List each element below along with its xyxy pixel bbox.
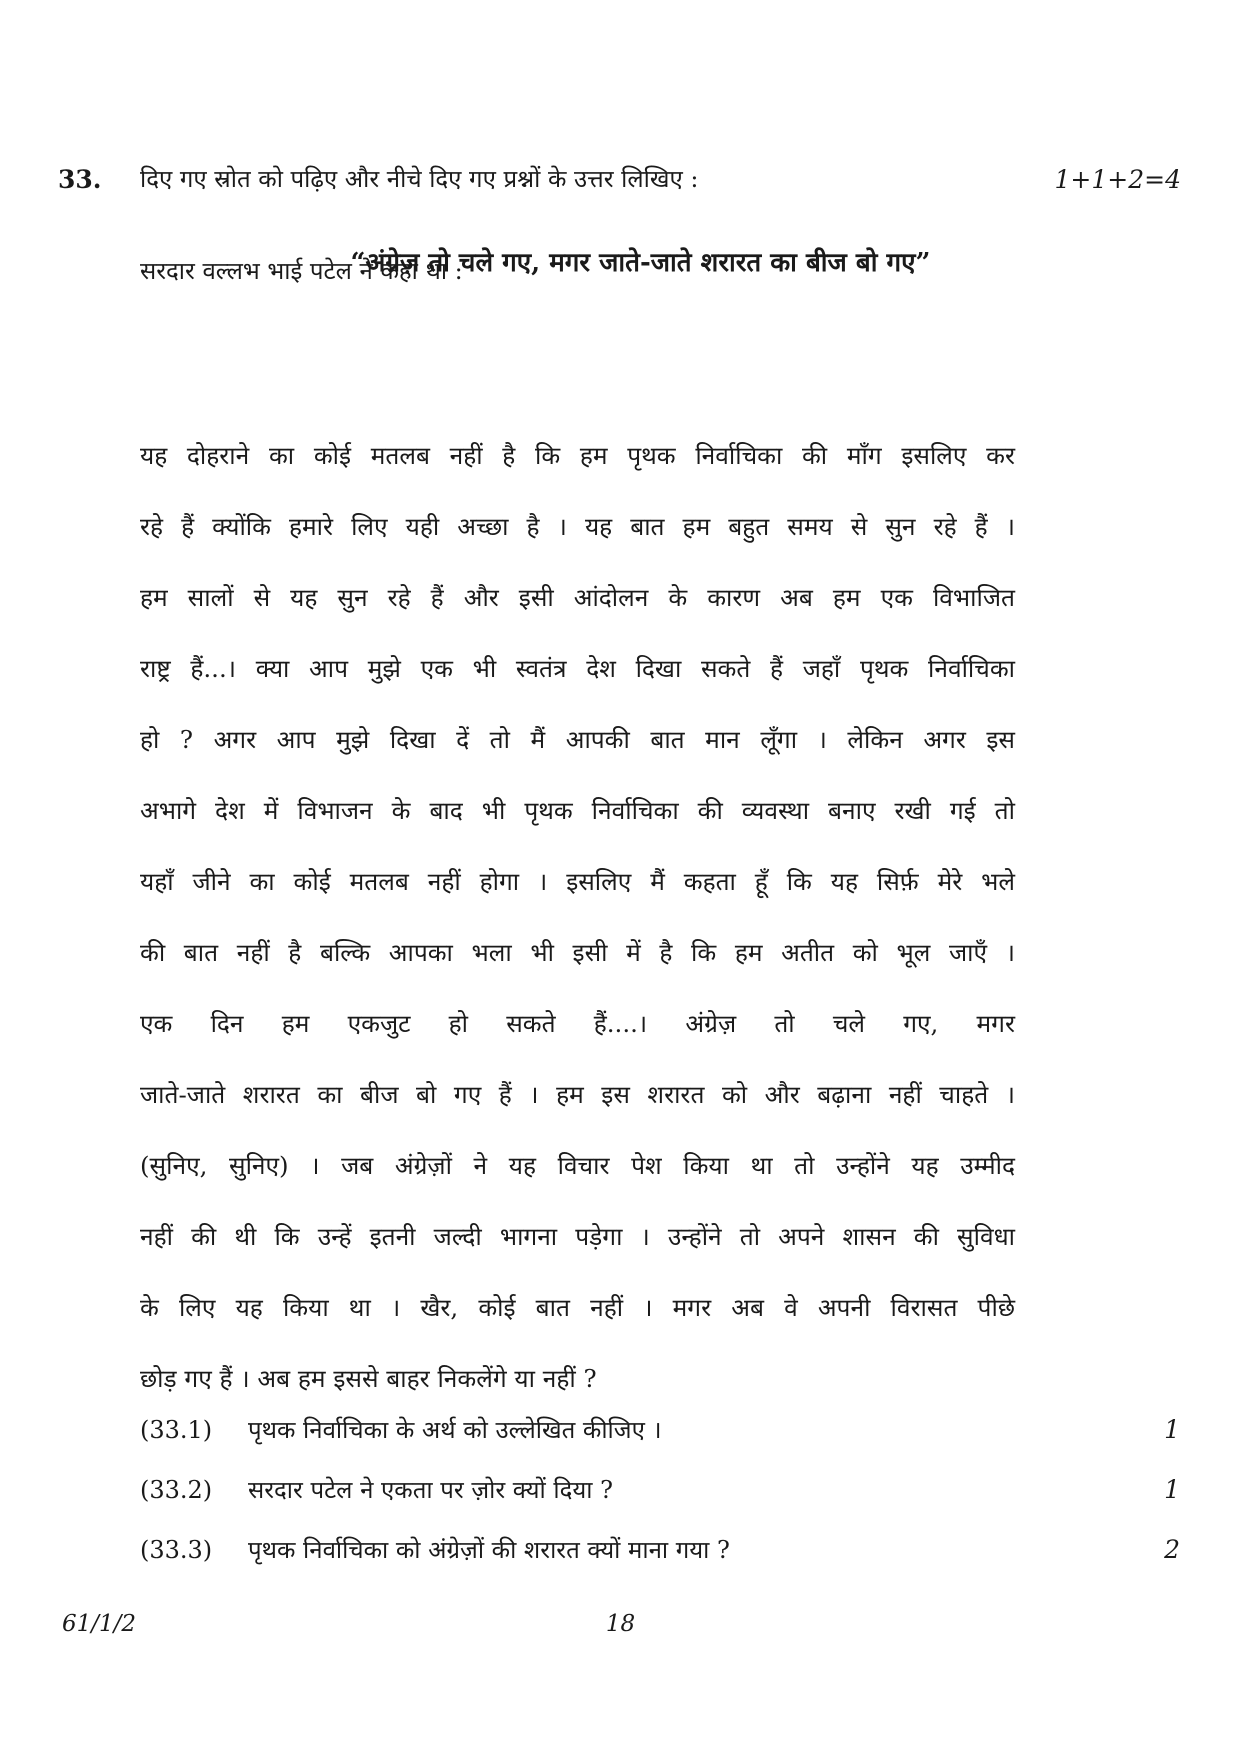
question-number: 33. [58,165,102,194]
question-marks: 1+1+2=4 [1054,165,1181,194]
sub-question-text: सरदार पटेल ने एकता पर ज़ोर क्यों दिया ? [248,1476,613,1504]
sub-question-33-3 [140,1533,1180,1566]
sub-question-marks: 2 [1164,1535,1180,1564]
sub-question-marks: 1 [1164,1475,1180,1504]
question-instruction: दिए गए स्रोत को पढ़िए और नीचे दिए गए प्रश्नों के उत्तर लिखिए : [140,165,699,193]
page-number: 18 [605,1611,636,1637]
passage-line: के लिए यह किया था । खैर, कोई बात नहीं । मगर अब वे अपनी विरासत पीछे [140,1293,1015,1322]
passage-line: यहाँ जीने का कोई मतलब नहीं होगा । इसलिए मैं कहता हूँ कि यह सिर्फ़ मेरे भले [140,867,1015,896]
passage-line: (सुनिए, सुनिए) । जब अंग्रेज़ों ने यह विचार पेश किया था तो उन्होंने यह उम्मीद [140,1151,1015,1180]
passage-line: एक दिन हम एकजुट हो सकते हैं....। अंग्रेज़ तो चले गए, मगर [140,1009,1015,1038]
sub-question-number: (33.3) [140,1536,213,1564]
paper-code: 61/1/2 [62,1611,137,1637]
sub-question-marks: 1 [1164,1415,1180,1444]
source-passage [140,436,1015,1430]
passage-line: छोड़ गए हैं । अब हम इससे बाहर निकलेंगे या नहीं ? [140,1364,597,1393]
passage-line: राष्ट्र हैं...। क्या आप मुझे एक भी स्वतंत्र देश दिखा सकते हैं जहाँ पृथक निर्वाचिका [140,654,1015,683]
sub-question-text: पृथक निर्वाचिका के अर्थ को उल्लेखित कीजिए । [248,1416,662,1444]
passage-line: रहे हैं क्योंकि हमारे लिए यही अच्छा है । यह बात हम बहुत समय से सुन रहे हैं । [140,512,1015,541]
sub-question-33-1 [140,1413,1180,1446]
passage-line: यह दोहराने का कोई मतलब नहीं है कि हम पृथक निर्वाचिका की माँग इसलिए कर [140,441,1015,470]
passage-line: की बात नहीं है बल्कि आपका भला भी इसी में है कि हम अतीत को भूल जाएँ । [140,938,1015,967]
sub-question-33-2 [140,1473,1180,1506]
passage-line: हो ? अगर आप मुझे दिखा दें तो मैं आपकी बात मान लूँगा । लेकिन अगर इस [140,725,1015,754]
sub-question-number: (33.2) [140,1476,213,1504]
passage-line: हम सालों से यह सुन रहे हैं और इसी आंदोलन के कारण अब हम एक विभाजित [140,583,1015,612]
passage-line: अभागे देश में विभाजन के बाद भी पृथक निर्वाचिका की व्यवस्था बनाए रखी गई तो [140,796,1015,825]
sub-question-text: पृथक निर्वाचिका को अंग्रेज़ों की शरारत क्यों माना गया ? [248,1536,730,1564]
source-intro: सरदार वल्लभ भाई पटेल ने कहा था : [140,257,463,285]
passage-line: जाते-जाते शरारत का बीज बो गए हैं । हम इस शरारत को और बढ़ाना नहीं चाहते । [140,1080,1015,1109]
sub-question-number: (33.1) [140,1416,213,1444]
passage-line: नहीं की थी कि उन्हें इतनी जल्दी भागना पड़ेगा । उन्होंने तो अपने शासन की सुविधा [140,1222,1015,1251]
source-title: “अंग्रेज़ तो चले गए, मगर जाते-जाते शरारत का बीज बो गए” [350,248,931,278]
